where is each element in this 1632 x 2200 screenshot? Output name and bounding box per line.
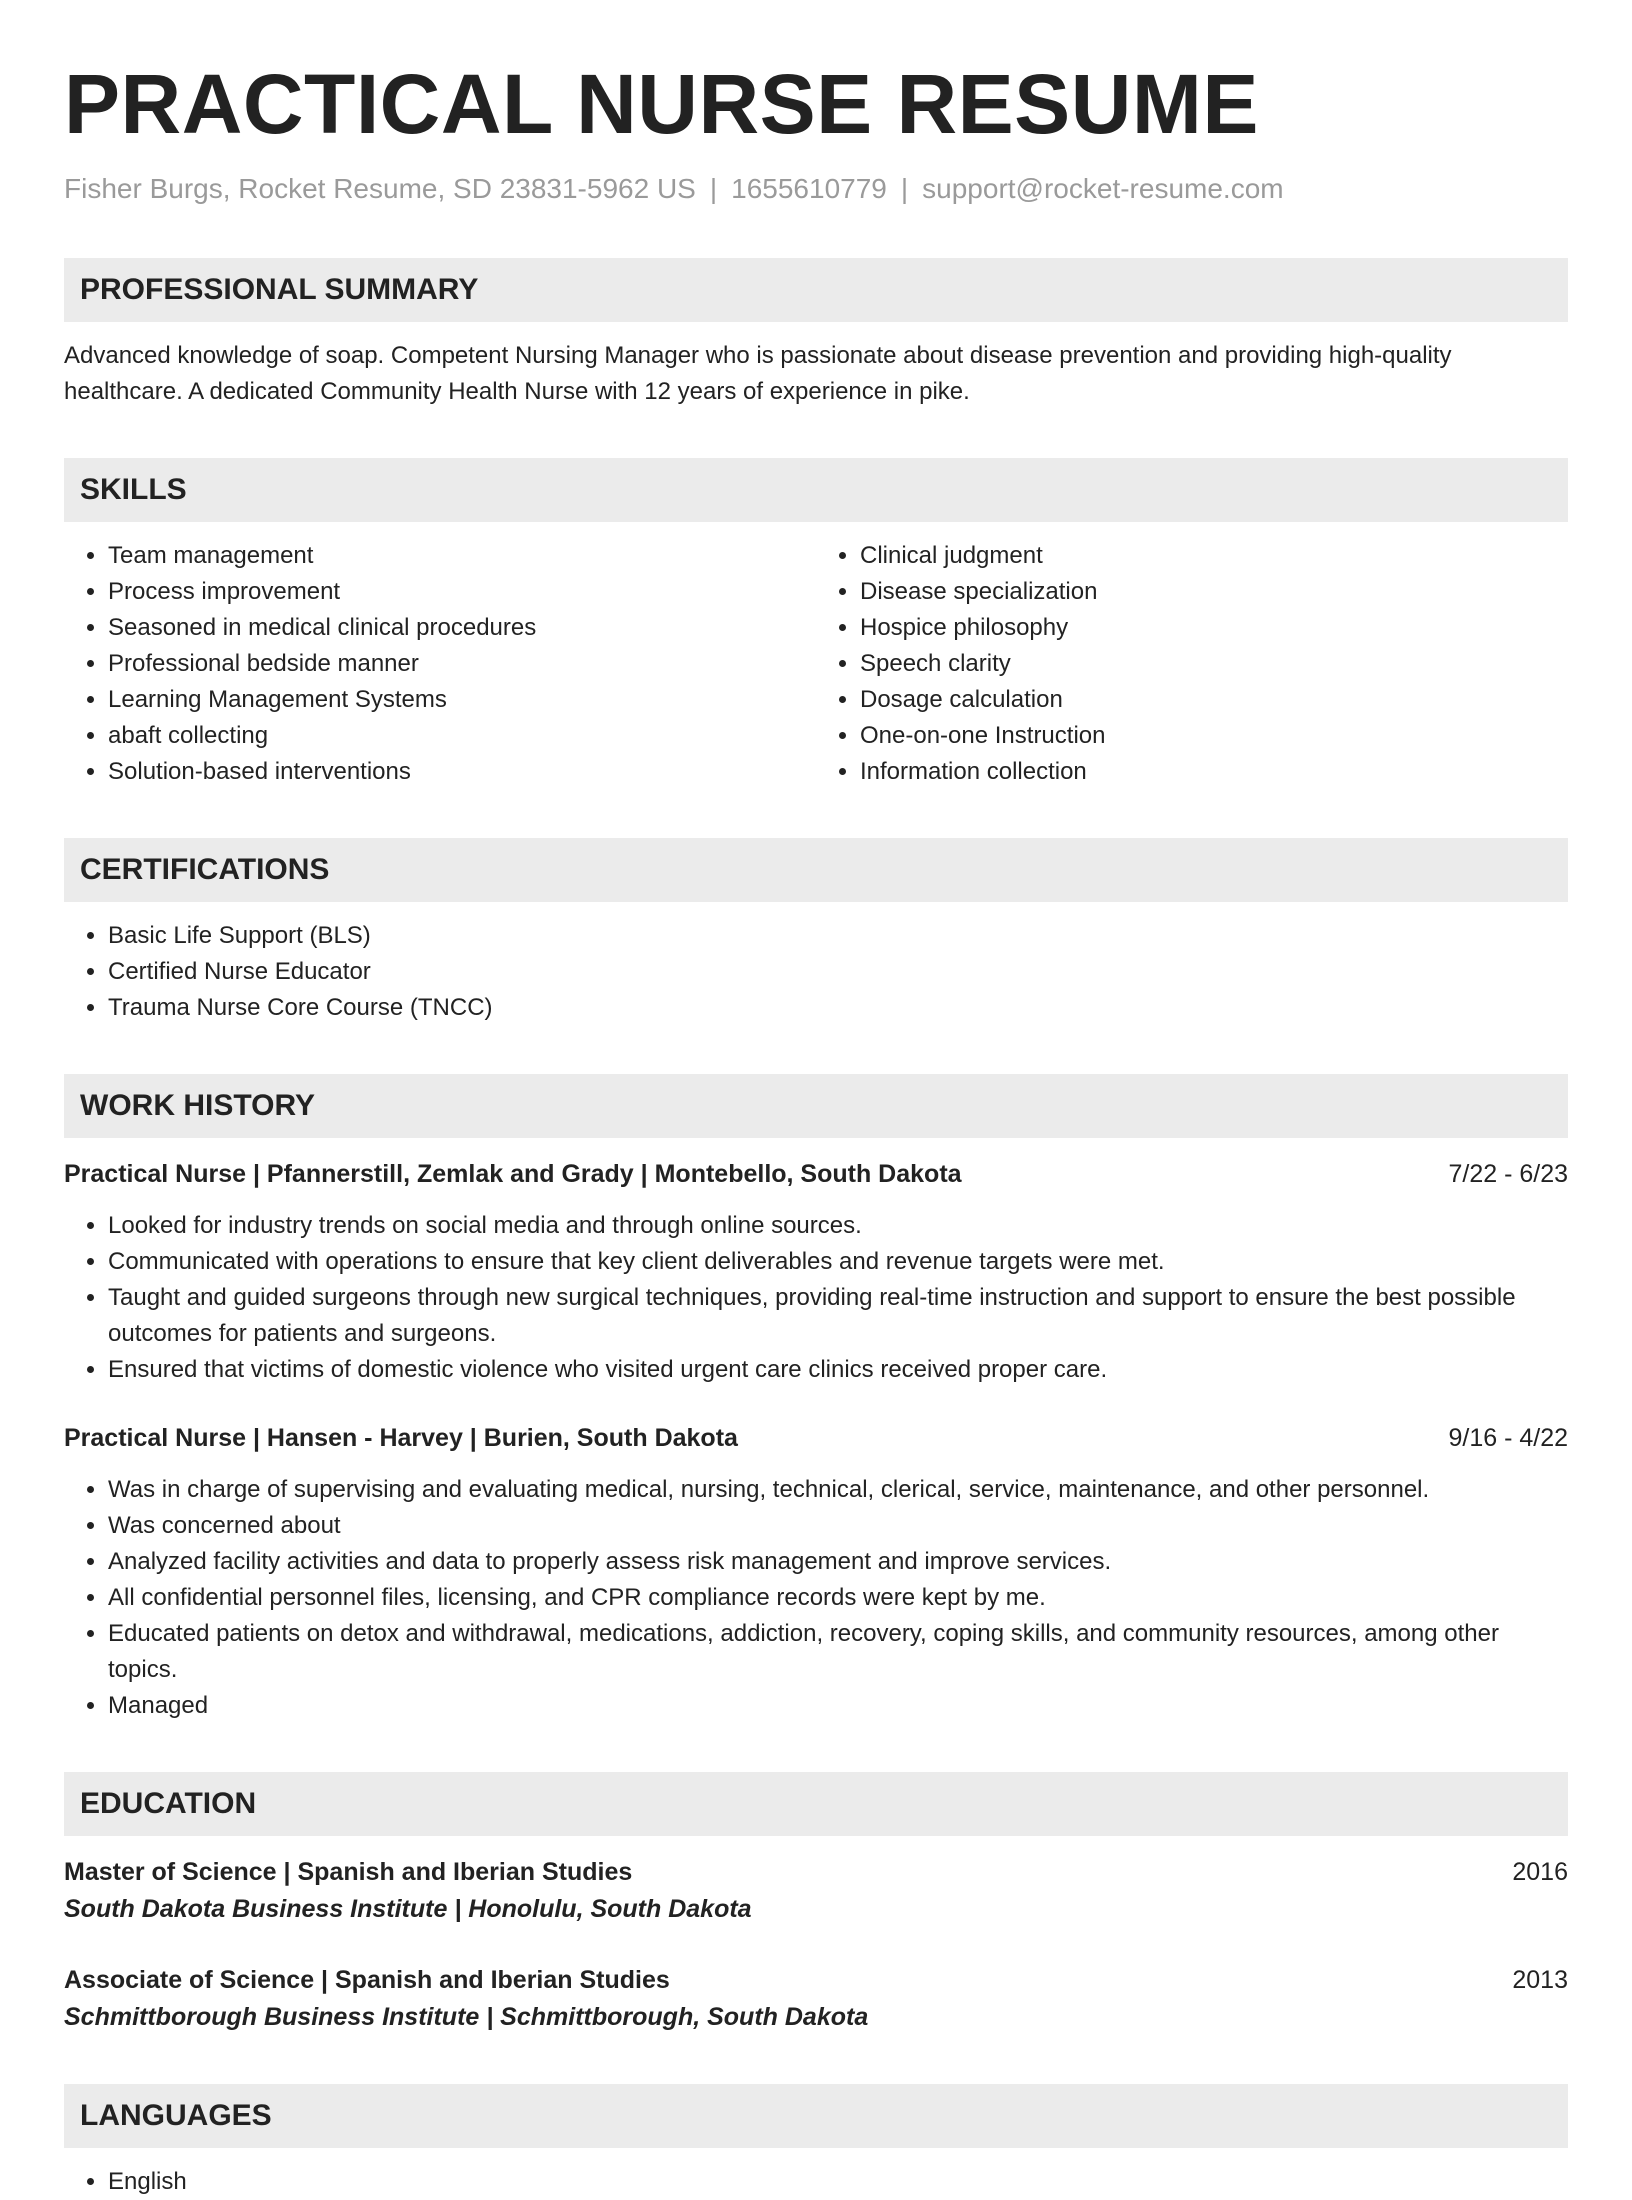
skill-item: • Solution-based interventions	[108, 754, 816, 790]
contact-line	[64, 172, 1568, 206]
education-year: 2016	[1512, 1858, 1568, 1886]
languages-list	[64, 2164, 1568, 2200]
education-school: Schmittborough Business Institute | Schmittborough, South Dakota	[64, 2003, 869, 2031]
skill-item: • Learning Management Systems	[108, 682, 816, 718]
certification-item: • Trauma Nurse Core Course (TNCC)	[108, 990, 1568, 1026]
resume-title: PRACTICAL NURSE RESUME	[64, 57, 1259, 151]
skill-item: • Disease specialization	[860, 574, 1568, 610]
job-bullet: • Was in charge of supervising and evaluating medical, nursing, technical, clerical, service, maintenance, and other personnel.	[108, 1472, 1568, 1508]
job-dates: 7/22 - 6/23	[1448, 1160, 1568, 1188]
contact-address: Fisher Burgs, Rocket Resume, SD 23831-5962 US	[64, 173, 696, 204]
education-entry	[64, 1962, 1568, 2036]
skill-item: • Team management	[108, 538, 816, 574]
contact-phone: 1655610779	[731, 173, 887, 204]
skill-item: • Information collection	[860, 754, 1568, 790]
certifications-list	[64, 918, 1568, 1026]
section-header-certifications: CERTIFICATIONS	[64, 838, 1568, 902]
contact-email: support@rocket-resume.com	[922, 173, 1284, 204]
skill-item: • Professional bedside manner	[108, 646, 816, 682]
skill-item: • Dosage calculation	[860, 682, 1568, 718]
job-bullet: • Taught and guided surgeons through new surgical techniques, providing real-time instruction and support to ensure the best possible outcomes for patients and surgeons.	[108, 1280, 1568, 1352]
certification-item: • Basic Life Support (BLS)	[108, 918, 1568, 954]
skill-item: • One-on-one Instruction	[860, 718, 1568, 754]
skill-item: • Clinical judgment	[860, 538, 1568, 574]
education-entry	[64, 1854, 1568, 1928]
skills-columns	[64, 538, 1568, 790]
job-bullet: • Looked for industry trends on social media and through online sources.	[108, 1208, 1568, 1244]
education-header	[64, 1962, 1568, 1998]
job-bullet: • Analyzed facility activities and data to properly assess risk management and improve services.	[108, 1544, 1568, 1580]
education-degree: Master of Science | Spanish and Iberian Studies	[64, 1858, 633, 1886]
certification-item: • Certified Nurse Educator	[108, 954, 1568, 990]
job-entry	[64, 1420, 1568, 1724]
summary-text: Advanced knowledge of soap. Competent Nursing Manager who is passionate about disease prevention and providing high-quality healthcare. A dedicated Community Health Nurse with 12 years of experience in pike.	[64, 342, 1452, 405]
section-header-languages: LANGUAGES	[64, 2084, 1568, 2148]
skills-list-left	[64, 538, 816, 790]
education-year: 2013	[1512, 1966, 1568, 1994]
job-bullet: • Managed	[108, 1688, 1568, 1724]
job-title: Practical Nurse | Hansen - Harvey | Burien, South Dakota	[64, 1424, 738, 1452]
job-bullet: • All confidential personnel files, licensing, and CPR compliance records were kept by me.	[108, 1580, 1568, 1616]
skill-item: • Process improvement	[108, 574, 816, 610]
job-entry	[64, 1156, 1568, 1388]
section-header-summary: PROFESSIONAL SUMMARY	[64, 258, 1568, 322]
job-bullets	[64, 1472, 1568, 1724]
skill-item: • abaft collecting	[108, 718, 816, 754]
education-degree: Associate of Science | Spanish and Iberian Studies	[64, 1966, 670, 1994]
job-header	[64, 1156, 1568, 1192]
section-header-work-history: WORK HISTORY	[64, 1074, 1568, 1138]
contact-separator: |	[709, 173, 718, 204]
skill-item: • Hospice philosophy	[860, 610, 1568, 646]
skill-item: • Seasoned in medical clinical procedures	[108, 610, 816, 646]
job-title: Practical Nurse | Pfannerstill, Zemlak and Grady | Montebello, South Dakota	[64, 1160, 962, 1188]
section-header-education: EDUCATION	[64, 1772, 1568, 1836]
job-dates: 9/16 - 4/22	[1448, 1424, 1568, 1452]
contact-separator: |	[900, 173, 909, 204]
education-header	[64, 1854, 1568, 1890]
skills-list-right	[816, 538, 1568, 790]
skill-item: • Speech clarity	[860, 646, 1568, 682]
job-bullet: • Communicated with operations to ensure that key client deliverables and revenue targets were met.	[108, 1244, 1568, 1280]
education-school: South Dakota Business Institute | Honolulu, South Dakota	[64, 1895, 752, 1923]
job-bullets	[64, 1208, 1568, 1388]
job-header	[64, 1420, 1568, 1456]
job-bullet: • Ensured that victims of domestic violence who visited urgent care clinics received proper care.	[108, 1352, 1568, 1388]
language-item: • English	[108, 2164, 1568, 2200]
job-bullet: • Was concerned about	[108, 1508, 1568, 1544]
section-header-skills: SKILLS	[64, 458, 1568, 522]
job-bullet: • Educated patients on detox and withdrawal, medications, addiction, recovery, coping skills, and community resources, among other topics.	[108, 1616, 1568, 1688]
